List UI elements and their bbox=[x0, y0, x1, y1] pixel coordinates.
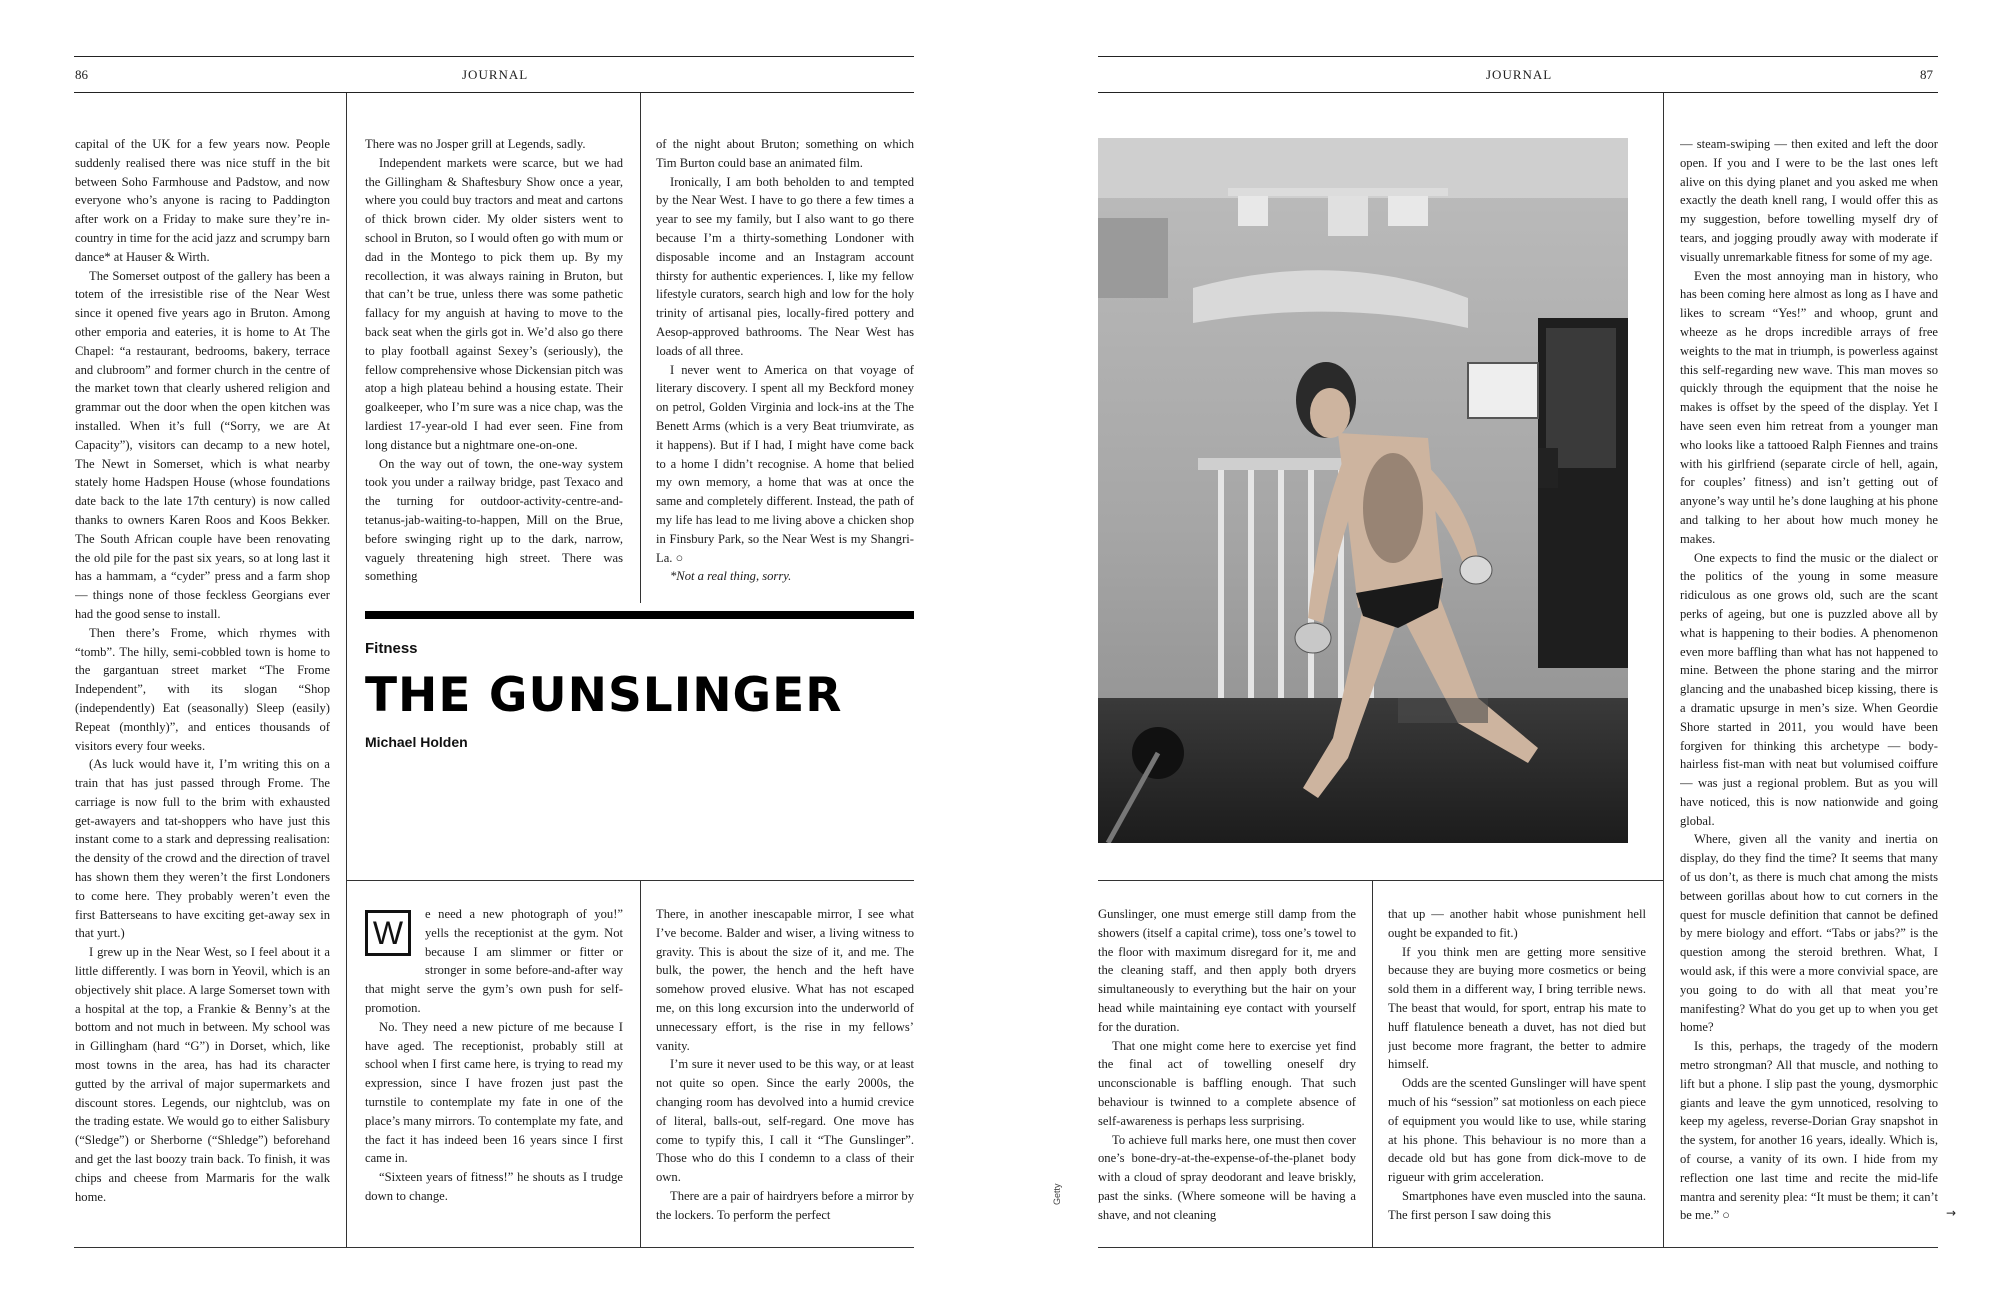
article-top-rule-right bbox=[1098, 880, 1663, 881]
paragraph: Independent markets were scarce, but we had the Gillingham & Shaftesbury Show once a year, where you could buy tractors and meat and cartons of thick brown cider. My older sisters went to school in Bruton, so I would often go with mum or dad in the Montego to pick them up. By my recollection, it was always raining in Bruton, but that can’t be true, unless there was some pathetic fallacy for my anguish at having to move to the back seat when the girls got in. We’d also go there to play football against Sexey’s (seriously), the fellow comprehensive whose Dickensian pitch was atop a high plateau behind a housing estate. Their goalkeeper, who I’m sure was a nice chap, was the lardiest 17-year-old I had ever seen. Fine from long distance but a nightmare one-on-one. bbox=[365, 155, 623, 452]
left-top-rule bbox=[74, 56, 914, 57]
paragraph: “Sixteen years of fitness!” he shouts as I trudge down to change. bbox=[365, 1170, 623, 1203]
paragraph: — steam-swiping — then exited and left the door open. If you and I were to be the last ones left alive on this dying planet and you asked me when exactly the death knell rang, I would offer this as my suggestion, before towelling myself dry of tears, and jogging proudly away with moderate if visually unremarkable fitness for some of my age. bbox=[1680, 137, 1938, 264]
left-bottom-rule bbox=[74, 1247, 914, 1248]
paragraph: Ironically, I am both beholden to and tempted by the Near West. I have to go there a few times a year to see my family, but I also want to go there because I’m a thirty-something Londoner with disposable income and an Instagram account thirsty for authentic experiences. I, like my fellow lifestyle curators, search high and low for the holy trinity of artisanal pies, locally-fired pottery and Aesop-approved bathrooms. The Near West has loads of all three. bbox=[656, 174, 914, 358]
gym-photograph-illustration bbox=[1098, 138, 1628, 843]
right-top-rule bbox=[1098, 56, 1938, 57]
article-top-rule-left bbox=[347, 880, 914, 881]
paragraph: Smartphones have even muscled into the sauna. The first person I saw doing this bbox=[1388, 1188, 1646, 1222]
paragraph: To achieve full marks here, one must then cover one’s bone-dry-at-the-expense-of-the-planet body with a cloud of spray deodorant and leave briskly, past the sinks. (Where someone will be having a shave, and not cleaning bbox=[1098, 1132, 1356, 1222]
header-thick-bar bbox=[365, 611, 914, 619]
paragraph: that up — another habit whose punishment hell ought be expanded to fit.) bbox=[1388, 907, 1646, 940]
paragraph: I grew up in the Near West, so I feel about it a little differently. I was born in Yeovil, which is an objectively shit place. A large Somerset town with a hospital at the top, a Frankie & Benny’s at the bottom and not much in between. My school was in Gillingham (hard “G”) in Dorset, which, like most towns in the area, has had its character gutted by the arrival of major supermarkets and discount stores. Legends, our nightclub, was on the trading estate. We would go to either Salisbury (“Sledge”) or Sherborne (“Shledge”) beforehand and get the last boozy train back. To finish, it was chips and cheese from Marmaris for the walk home. bbox=[75, 945, 330, 1204]
paragraph: I’m sure it never used to be this way, or at least not quite so open. Since the early 2000s, the changing room has devolved into a humid crevice of literal, balls-out, self-regard. One move has come to typify this, I call it “The Gunslinger”. Those who do this I condemn to a class of their own. bbox=[656, 1057, 914, 1185]
paragraph: I never went to America on that voyage of literary discovery. I spent all my Beckford money on petrol, Golden Virginia and lock-ins at the The Benett Arms (which is a very Beat triumvirate, as it happens). But if I had, I might have come back to a home I didn’t recognise. A home that belied my own memory, a home that was at once the same and completely different. Instead, the path of my life has lead to me living above a chicken shop in Finsbury Park, so the Near West is my Shangri-La. ○ bbox=[656, 362, 914, 565]
page-number-left: 86 bbox=[75, 67, 88, 82]
article-column-2 bbox=[656, 905, 914, 1235]
running-head-left: JOURNAL bbox=[462, 67, 529, 82]
divider-right-1 bbox=[1372, 881, 1373, 1247]
gym-photograph bbox=[1098, 138, 1628, 843]
paragraph: There are a pair of hairdryers before a mirror by the lockers. To perform the perfect bbox=[656, 1188, 914, 1222]
paragraph: One expects to find the music or the dialect or the politics of the young in some measure ridiculous as one grows old, such are the scant perks of ageing, but one is puzzled above all by what is happening to their bodies. A phenomenon even more baffling than what has not happened to mine. Between the phone staring and the mirror glancing and the unabashed bicep kissing, there is a dramatic upsurge in men’s size. When Geordie Shore started in 2011, you would have been forgiven for thinking this archetype — body-hairless fist-man with neat but volumised coiffure — was just a regional problem. But as you will have noticed, this is now nationwide and going global. bbox=[1680, 550, 1938, 828]
page-number-right: 87 bbox=[1920, 67, 1933, 82]
paragraph: (As luck would have it, I’m writing this on a train that has just passed through Frome. The carriage is now full to the brim with exhausted get-awayers and tat-shoppers who have just this instant come to a stark and depressing realisation: the density of the crowd and the direction of travel has shown them they weren’t the first Londoners to come here. They probably weren’t even the first Batterseans to have exciting get-away sex in that yurt.) bbox=[75, 757, 330, 941]
paragraph: Then there’s Frome, which rhymes with “tomb”. The hilly, semi-cobbled town is home to the gargantuan street market “The Frome Independent”, with its slogan “Shop (independently) Eat (seasonally) Sleep (easily) Repeat (monthly)”, and entices thousands of visitors every four weeks. bbox=[75, 625, 330, 753]
divider-left-1 bbox=[346, 93, 347, 1247]
article-byline: Michael Holden bbox=[365, 734, 468, 750]
paragraph: There, in another inescapable mirror, I see what I’ve become. Balder and wiser, a living witness to gravity. This is about the size of it, and me. The bulk, the power, the hench and the heft have somehow proved elusive. What has not escaped me, on this long excursion into the underworld of unnecessary effort, is the rise in my fellows’ vanity. bbox=[656, 907, 914, 1053]
right-bottom-rule bbox=[1098, 1247, 1938, 1248]
paragraph: There was no Josper grill at Legends, sadly. bbox=[365, 137, 586, 151]
paragraph: The Somerset outpost of the gallery has been a totem of the irresistible rise of the Near West since it opened five years ago in Bruton. Among other emporia and eateries, it is home to At The Chapel: “a restaurant, bedrooms, bakery, terrace and clubroom” and former church in the centre of the market town that clearly ushered religion and grammar out the door when the open kitchen was installed. When it’s full (“Sorry, we are At Capacity”), visitors can decamp to a new hotel, The Newt in Somerset, which is what nearby stately home Hadspen House (whose foundations date back to the late 17th century) is now called thanks to owners Karen Roos and Koos Bekker. The South African couple have been renovating the old pile for the past six years, so at long last it has a hammam, a “cyder” press and a farm shop — things none of those feckless Georgians ever had the good sense to install. bbox=[75, 268, 330, 621]
drop-cap-spacer bbox=[365, 905, 425, 973]
article-headline: THE GUNSLINGER bbox=[365, 668, 843, 723]
paragraph: Is this, perhaps, the tragedy of the modern metro strongman? All that muscle, and nothing to lift but a phone. I slip past the young, dysmorphic giants and leave the gym unnoticed, resolving to keep my ageless, reverse-Dorian Gray snapshot in the system, for another 16 years, ideally. Which is, of course, a vanity of its own. I hide from my reflection one last time and recite the mid-life mantra and serenity plea: “It must be them; it can’t be me.” ○ bbox=[1680, 1039, 1938, 1223]
paragraph: If you think men are getting more sensitive because they are buying more cosmetics or being sold them in a different way, I bring terrible news. The beast that would, for sport, entrap his mate to huff flatulence beneath a duvet, has not died but just become more fragrant, the better to admire himself. bbox=[1388, 944, 1646, 1072]
article-column-3 bbox=[1098, 905, 1356, 1235]
footnote: *Not a real thing, sorry. bbox=[670, 569, 792, 584]
paragraph: e need a new photograph of you!” yells the receptionist at the gym. Not because I am slimmer or fitter or stronger in some before-and-after way that might serve the gym’s own push for self-promotion. bbox=[365, 907, 623, 1015]
article-column-4 bbox=[1388, 905, 1646, 1235]
right-head-underline bbox=[1098, 92, 1938, 93]
paragraph: That one might come here to exercise yet find the final act of towelling oneself dry unconscionable is baffling enough. That such behaviour is twinned to a complete absence of self-awareness is perhaps less surprising. bbox=[1098, 1038, 1356, 1128]
divider-right-2 bbox=[1663, 93, 1664, 1247]
continue-arrow: → bbox=[1946, 1206, 1957, 1220]
paragraph: No. They need a new picture of me because I have aged. The receptionist, probably still at school when I first came here, is trying to read my expression, since I have frozen just past the turnstile to contemplate my fate in one of the place’s many mirrors. To contemplate my fate, and the fact it has indeed been 16 years since I first came in. bbox=[365, 1019, 623, 1166]
photo-credit: Getty bbox=[1052, 1183, 1062, 1205]
paragraph: Odds are the scented Gunslinger will have spent much of his “session” sat motionless on each piece of equipment you would like to use, while staring at his phone. This behaviour is no more than a decade old but has gone from dick-move to de rigueur with grim acceleration. bbox=[1388, 1076, 1646, 1185]
text-column-left-1 bbox=[75, 135, 330, 1225]
paragraph: Gunslinger, one must emerge still damp from the showers (itself a capital crime), toss one’s towel to the floor with maximum disregard for it, me and the cleaning staff, and then apply both dryers simultaneously to everything but the hair on your head while maintaining eye contact with yourself for the duration. bbox=[1098, 907, 1356, 1034]
text-column-left-2 bbox=[365, 135, 623, 590]
divider-left-2 bbox=[640, 93, 641, 603]
paragraph: of the night about Bruton; something on which Tim Burton could base an animated film. bbox=[656, 137, 914, 170]
left-head-underline bbox=[74, 92, 914, 93]
running-head-right: JOURNAL bbox=[1486, 67, 1553, 82]
section-label: Fitness bbox=[365, 640, 418, 657]
text-column-right bbox=[1680, 135, 1938, 1225]
text-column-left-3 bbox=[656, 135, 914, 590]
paragraph: Where, given all the vanity and inertia on display, do they find the time? It seems that many of us don’t, as there is much chat among the mists between gorillas about how to cut corners in the quest for muscle definition that cannot be defined by mere biology and effort. “Tabs or jabs?” is the question among the steroid brethren. What, I would ask, if this were a more convivial space, are you going to do with all that meat you’re manifesting? What do you get up to when you get home? bbox=[1680, 832, 1938, 1035]
paragraph: On the way out of town, the one-way system took you under a railway bridge, past Texaco and the turning for outdoor-activity-centre-and-tetanus-jab-waiting-to-happen, Mill on the Brue, before swinging right up to the dark, narrow, vaguely threatening high street. There was something bbox=[365, 456, 623, 584]
drop-cap: W bbox=[365, 910, 411, 956]
paragraph: Even the most annoying man in history, who has been coming here almost as long as I have and likes to scream “Yes!” and whoop, grunt and wheeze as he drops incredible arrays of free weights to the mat in triumph, is powerless against this self-regarding new wave. This man moves so quickly through the equipment that the noise he makes is offset by the speed of the display. Yet I have seen even him retreat from a younger man who looks like a tattooed Ralph Fiennes and trains with his girlfriend (separate circle of hell, again, for couples’ fitness) and isn’t getting out of anyone’s way until he’s done laughing at his phone and talking to her about how much money he makes. bbox=[1680, 268, 1938, 546]
paragraph: capital of the UK for a few years now. People suddenly realised there was nice stuff in the bit between Soho Farmhouse and Padstow, and now everyone who’s anyone is racing to Paddington after work on a Friday to make sure they’re in-country in time for the acid jazz and scrumpy barn dance* at Hauser & Wirth. bbox=[75, 137, 330, 264]
article-column-1 bbox=[365, 905, 623, 1235]
divider-left-3 bbox=[640, 881, 641, 1247]
